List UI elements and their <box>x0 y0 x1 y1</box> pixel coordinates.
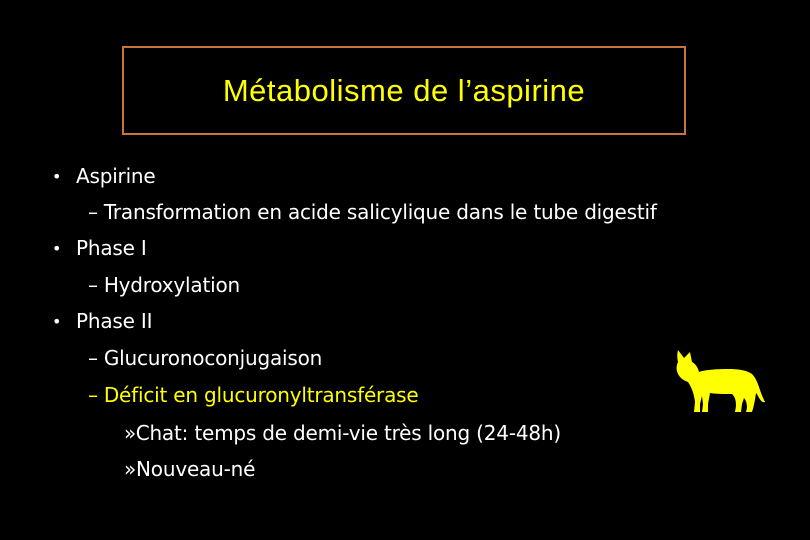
sub-sub-item-label: Chat: temps de demi-vie très long (24-48h) <box>135 421 561 445</box>
sub-marker: » <box>124 421 136 445</box>
sub-sub-item-nouveau-ne <box>124 456 255 482</box>
bullet-marker: • <box>52 167 62 186</box>
sub-item-label: Transformation en acide salicylique dans le tube digestif <box>103 200 657 224</box>
list-item-aspirine <box>76 163 156 189</box>
sub-item-hydroxylation <box>88 272 240 298</box>
sub-item-transformation <box>88 199 657 225</box>
cat-icon <box>672 348 766 416</box>
sub-sub-item-label: Nouveau-né <box>136 457 256 481</box>
list-item-label: Phase II <box>76 309 153 333</box>
bullet-marker: • <box>52 312 62 331</box>
list-item-label: Aspirine <box>76 164 156 188</box>
dash-marker: – <box>88 273 98 297</box>
dash-marker: – <box>88 200 98 224</box>
sub-item-label: Glucuronoconjugaison <box>103 346 323 370</box>
sub-sub-item-chat <box>124 420 561 446</box>
list-item-phase-2 <box>76 308 152 334</box>
list-item-phase-1 <box>76 235 147 261</box>
sub-item-label: Déficit en glucuronyltransférase <box>103 383 419 407</box>
dash-marker: – <box>88 383 98 407</box>
dash-marker: – <box>88 346 98 370</box>
title-box <box>122 46 686 135</box>
sub-item-label: Hydroxylation <box>103 273 240 297</box>
slide-title: Métabolisme de l’aspirine <box>222 72 586 108</box>
sub-item-deficit <box>88 382 418 408</box>
bullet-marker: • <box>52 239 62 258</box>
sub-item-glucuronoconjugaison <box>88 345 322 371</box>
list-item-label: Phase I <box>76 236 147 260</box>
sub-marker: » <box>124 457 137 481</box>
